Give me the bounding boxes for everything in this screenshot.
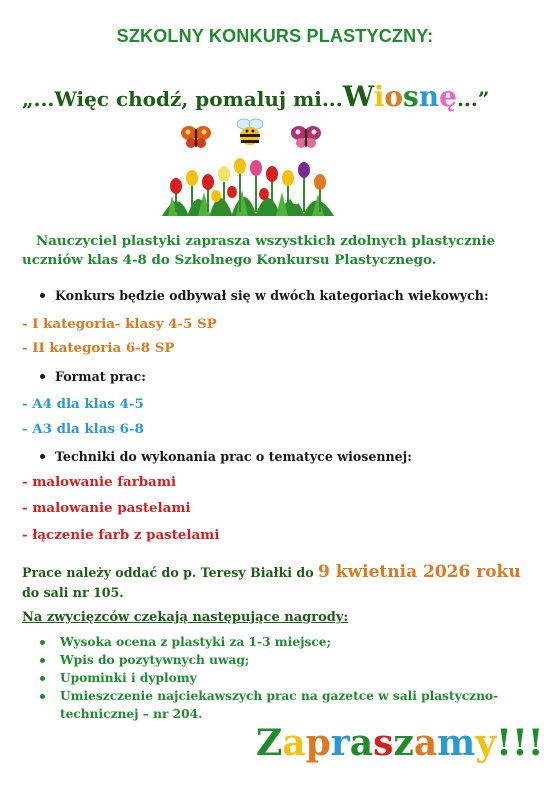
invite-letter: Z xyxy=(256,722,283,764)
prize-item xyxy=(22,669,534,687)
technique-item: - malowanie pastelami xyxy=(22,500,191,516)
prize-text: Wpis do pozytywnych uwag; xyxy=(60,653,250,667)
slogan-word-letter: n xyxy=(418,80,440,113)
invite-letter: s xyxy=(373,722,394,764)
format-item: - A4 dla klas 4-5 xyxy=(22,396,144,412)
spring-illustration xyxy=(158,118,338,218)
invite-letter: !!! xyxy=(496,722,544,764)
bullet-dot xyxy=(40,694,45,699)
prize-text: Wysoka ocena z plastyki za 1-3 miejsce; xyxy=(60,635,332,649)
slogan-word xyxy=(342,80,457,113)
category-item: - I kategoria- klasy 4-5 SP xyxy=(22,316,217,332)
invite-letter: y xyxy=(475,722,497,764)
deliver-info xyxy=(22,562,534,603)
deliver-text: Prace należy oddać do p. Teresy Białki do xyxy=(22,565,318,580)
bullet-dot xyxy=(40,658,45,663)
invite-letter: a xyxy=(349,722,374,764)
invite-letter: a xyxy=(413,722,438,764)
prize-item xyxy=(22,687,534,723)
deliver-room: do sali nr 105. xyxy=(22,585,124,600)
bee-icon xyxy=(237,119,263,145)
butterfly-icon xyxy=(291,126,321,148)
slogan xyxy=(22,80,542,113)
category-item: - II kategoria 6-8 SP xyxy=(22,340,175,356)
format-heading xyxy=(22,369,534,384)
invite-letter: p xyxy=(305,722,331,764)
format-heading-text: Format prac: xyxy=(55,369,146,384)
prize-item xyxy=(22,651,534,669)
prize-text: Umieszczenie najciekawszych prac na gazetce w sali plastyczno-technicznej – nr 204. xyxy=(60,689,499,721)
bullet-dot xyxy=(40,640,45,645)
bullet-dot xyxy=(40,374,45,379)
prize-item xyxy=(22,633,534,651)
categories-heading-text: Konkurs będzie odbywał się w dwóch kategoriach wiekowych: xyxy=(55,288,489,303)
butterfly-icon xyxy=(181,126,211,148)
slogan-word-letter: o xyxy=(384,80,404,113)
technique-item: - łączenie farb z pastelami xyxy=(22,527,220,543)
slogan-word-letter: i xyxy=(373,80,385,113)
invite-letter: r xyxy=(330,722,350,764)
invite-letter: z xyxy=(393,722,414,764)
invite-letter: a xyxy=(282,722,306,764)
technique-item: - malowanie farbami xyxy=(22,474,177,490)
bullet-dot xyxy=(40,676,45,681)
intro-text xyxy=(22,232,534,270)
technique-heading xyxy=(22,449,534,464)
tulips-icon xyxy=(162,158,334,216)
prizes-list xyxy=(22,633,534,723)
slogan-word-letter: s xyxy=(403,80,419,113)
page-title: SZKOLNY KONKURS PLASTYCZNY: xyxy=(116,26,434,46)
slogan-suffix: ...” xyxy=(456,87,490,111)
invite-letter: m xyxy=(437,722,476,764)
bullet-dot xyxy=(40,293,45,298)
categories-heading xyxy=(22,288,534,303)
slogan-word-letter: W xyxy=(342,80,374,113)
deadline-date: 9 kwietnia 2026 roku xyxy=(317,562,521,582)
slogan-prefix: „...Więc chodź, pomaluj mi... xyxy=(22,87,343,111)
prizes-heading: Na zwycięzców czekają następujące nagrody: xyxy=(22,610,349,625)
bullet-dot xyxy=(40,454,45,459)
invitation-text xyxy=(256,722,544,764)
intro-text-content: Nauczyciel plastyki zaprasza wszystkich zdolnych plastycznie uczniów klas 4-8 do Szkolnego Konkursu Plastycznego. xyxy=(22,233,496,268)
prize-text: Upominki i dyplomy xyxy=(60,671,197,685)
format-item: - A3 dla klas 6-8 xyxy=(22,421,144,437)
slogan-word-letter: ę xyxy=(439,80,457,113)
technique-heading-text: Techniki do wykonania prac o tematyce wiosennej: xyxy=(55,449,412,464)
